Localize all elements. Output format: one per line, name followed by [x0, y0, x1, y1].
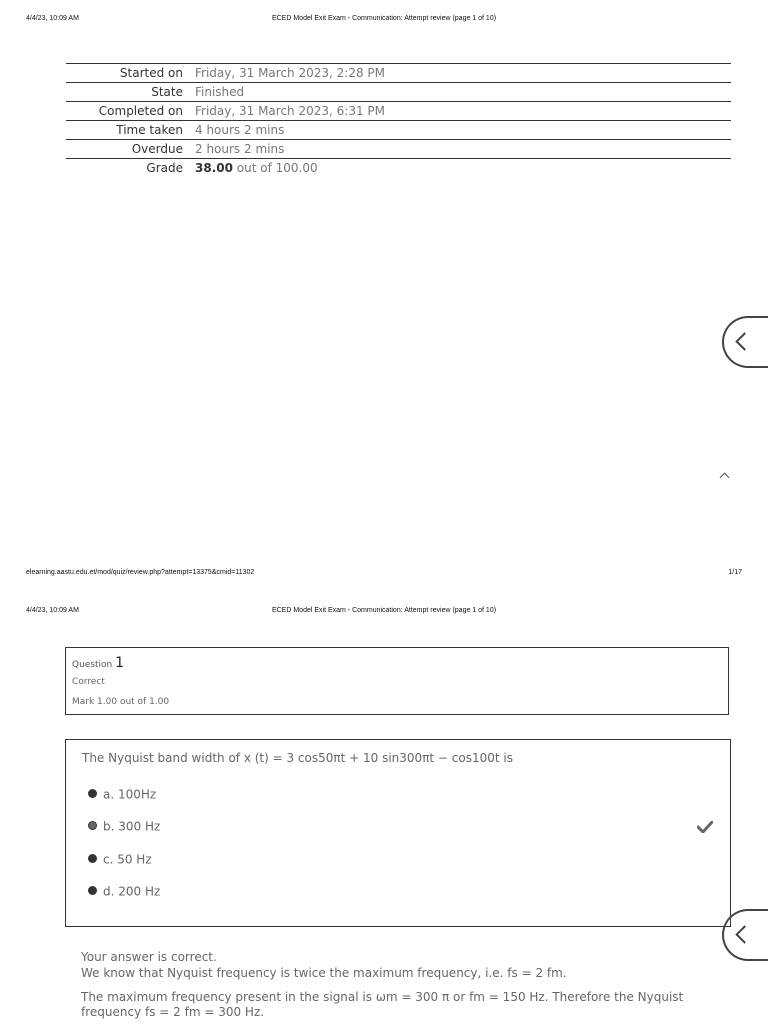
radio-button[interactable]	[88, 854, 97, 863]
summary-label: Started on	[66, 64, 195, 83]
option-label: c. 50 Hz	[103, 852, 152, 867]
radio-button-selected[interactable]	[88, 821, 97, 830]
drawer-toggle-button[interactable]	[722, 316, 768, 368]
summary-label: Completed on	[66, 102, 195, 121]
option-label: d. 200 Hz	[103, 884, 161, 899]
summary-value: 4 hours 2 mins	[195, 121, 731, 140]
question-number-value: 1	[115, 655, 125, 671]
attempt-summary-table	[66, 63, 731, 177]
grade-label: Grade	[66, 159, 195, 178]
summary-value: 2 hours 2 mins	[195, 140, 731, 159]
radio-button[interactable]	[88, 789, 97, 798]
drawer-toggle-button[interactable]	[722, 909, 768, 961]
print-date: 4/4/23, 10:09 AM	[26, 607, 79, 614]
summary-label: Time taken	[66, 121, 195, 140]
feedback-explanation: We know that Nyquist frequency is twice the maximum frequency, i.e. fs = 2 fm.	[81, 966, 567, 980]
question-label: Question	[72, 660, 113, 670]
summary-row	[66, 121, 731, 140]
summary-value: Friday, 31 March 2023, 2:28 PM	[195, 64, 731, 83]
question-content	[65, 739, 731, 927]
chevron-left-icon	[735, 332, 753, 350]
question-number	[72, 655, 124, 671]
print-page-number: 1/17	[728, 569, 742, 576]
feedback-explanation: The maximum frequency present in the signal is ωm = 300 π or fm = 150 Hz. Therefore the Nyquist	[81, 990, 684, 1004]
summary-value: Finished	[195, 83, 731, 102]
answer-option-d[interactable]	[88, 883, 160, 899]
chevron-left-icon	[735, 925, 753, 943]
feedback-correct: Your answer is correct.	[81, 950, 217, 964]
grade-value	[195, 159, 731, 178]
summary-row	[66, 64, 731, 83]
print-title: ECED Model Exit Exam - Communication: Attempt review (page 1 of 10)	[271, 15, 497, 22]
option-label: a. 100Hz	[103, 787, 157, 802]
summary-value: Friday, 31 March 2023, 6:31 PM	[195, 102, 731, 121]
answer-option-c[interactable]	[88, 851, 152, 867]
grade-score: 38.00	[195, 161, 233, 175]
radio-button[interactable]	[88, 886, 97, 895]
check-icon	[697, 821, 713, 833]
summary-row-grade	[66, 159, 731, 178]
print-title: ECED Model Exit Exam - Communication: Attempt review (page 1 of 10)	[271, 607, 497, 614]
summary-row	[66, 140, 731, 159]
feedback-explanation: frequency fs = 2 fm = 300 Hz.	[81, 1005, 265, 1019]
summary-row	[66, 102, 731, 121]
question-mark: Mark 1.00 out of 1.00	[72, 697, 170, 707]
summary-label: Overdue	[66, 140, 195, 159]
summary-row	[66, 83, 731, 102]
grade-out-of: out of 100.00	[236, 161, 318, 175]
summary-label: State	[66, 83, 195, 102]
question-state: Correct	[72, 677, 105, 687]
chevron-up-icon[interactable]	[720, 473, 730, 483]
option-label: b. 300 Hz	[103, 819, 161, 834]
question-text: The Nyquist band width of x (t) = 3 cos50πt + 10 sin300πt − cos100t is	[82, 751, 514, 765]
print-url: elearning.aastu.edu.et/mod/quiz/review.php?attempt=13375&cmid=11302	[26, 569, 255, 576]
print-date: 4/4/23, 10:09 AM	[26, 15, 79, 22]
question-info	[65, 647, 729, 715]
answer-option-b[interactable]	[88, 818, 160, 834]
answer-option-a[interactable]	[88, 786, 156, 802]
